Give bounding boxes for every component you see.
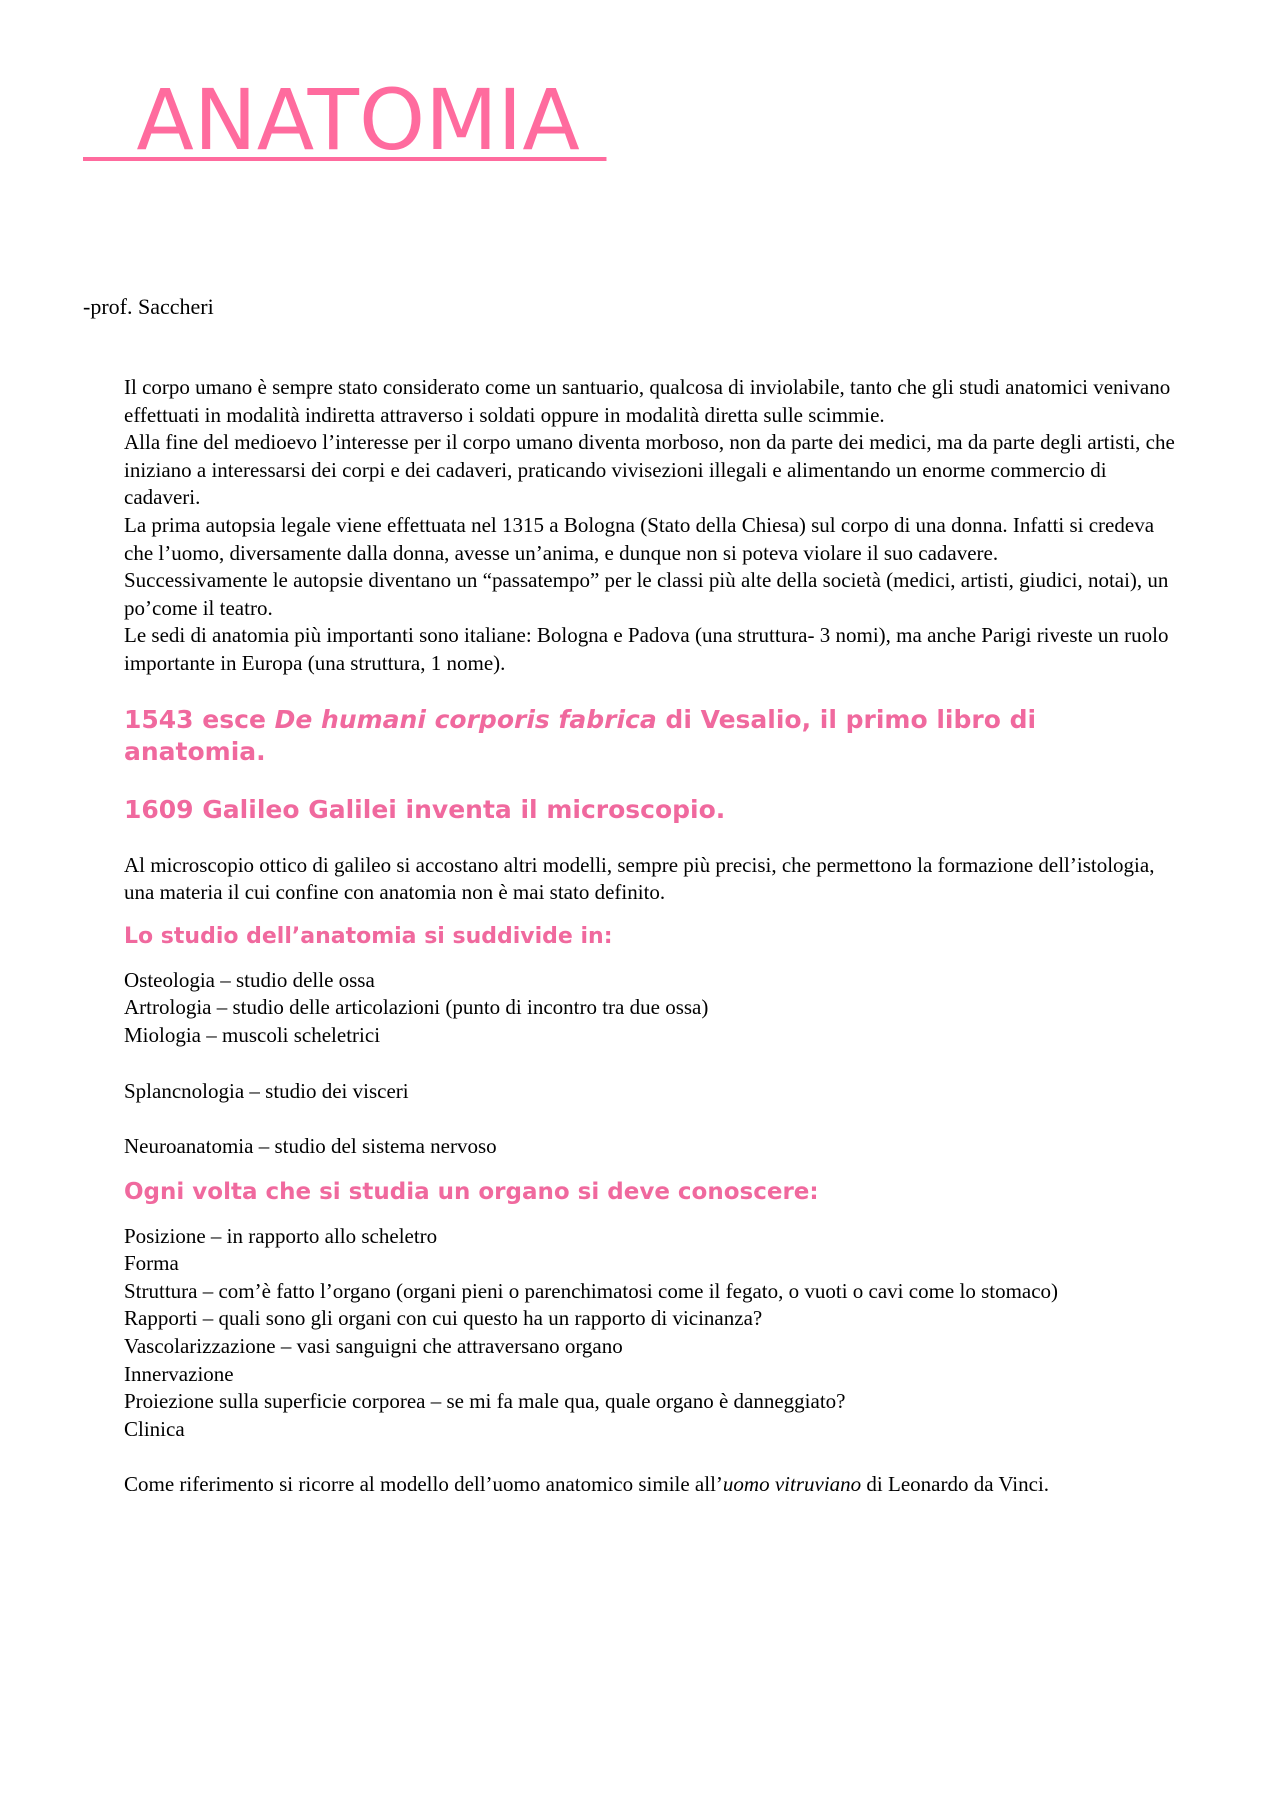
study-item: Splancnologia – studio dei visceri bbox=[124, 1078, 409, 1103]
intro-paragraph: Successivamente le autopsie diventano un “passatempo” per le classi più alte della società (medici, artisti, giudici, notai), un po’come il teatro. bbox=[124, 568, 1169, 620]
organ-item: Forma bbox=[124, 1251, 179, 1276]
study-item: Miologia – muscoli scheletrici bbox=[124, 1022, 381, 1047]
heading-study-divisions: Lo studio dell’anatomia si suddivide in: bbox=[124, 923, 613, 949]
author-line: -prof. Saccheri bbox=[83, 294, 214, 319]
organ-item: Proiezione sulla superficie corporea – se mi fa male qua, quale organo è danneggiato? bbox=[124, 1389, 846, 1414]
study-item: Neuroanatomia – studio del sistema nervoso bbox=[124, 1134, 497, 1159]
organ-item: Clinica bbox=[124, 1416, 185, 1441]
intro-paragraph: Il corpo umano è sempre stato considerato come un santuario, qualcosa di inviolabile, tanto che gli studi anatomici venivano effettuati in modalità indiretta attraverso i soldati oppure in modalità diretta sulle scimmie. bbox=[124, 375, 1171, 427]
organ-item: Rapporti – quali sono gli organi con cui questo ha un rapporto di vicinanza? bbox=[124, 1306, 763, 1331]
organ-item: Struttura – com’è fatto l’organo (organi pieni o parenchimatosi come il fegato, o vuoti o cavi come lo stomaco) bbox=[124, 1278, 1059, 1303]
heading-galileo: 1609 Galileo Galilei inventa il microscopio. bbox=[124, 794, 726, 824]
heading-vesalio: 1543 esce De humani corporis fabrica di Vesalio, il primo libro di anatomia. bbox=[124, 704, 1037, 766]
study-item: Artrologia – studio delle articolazioni (punto di incontro tra due ossa) bbox=[124, 995, 709, 1020]
vitruvian-reference: uomo vitruviano bbox=[722, 1472, 862, 1497]
organ-item: Innervazione bbox=[124, 1361, 234, 1386]
microscope-paragraph: Al microscopio ottico di galileo si accostano altri modelli, sempre più precisi, che permettono la formazione dell’istologia, una materia il cui confine con anatomia non è mai stato definito. bbox=[124, 852, 1155, 905]
document-title: ANATOMIA bbox=[83, 71, 607, 169]
intro-paragraph: La prima autopsia legale viene effettuata nel 1315 a Bologna (Stato della Chiesa) sul corpo di una donna. Infatti si credeva che l’uomo, diversamente dalla donna, avesse un’anima, e dunque non si poteva violare il suo cadavere. bbox=[124, 512, 1155, 565]
closing-paragraph: Come riferimento si ricorre al modello dell’uomo anatomico simile all’uomo vitruviano di Leonardo da Vinci. bbox=[124, 1472, 1050, 1497]
book-title: De humani corporis fabrica bbox=[274, 704, 657, 734]
intro-paragraph: Alla fine del medioevo l’interesse per il corpo umano diventa morboso, non da parte dei medici, ma da parte degli artisti, che iniziano a interessarsi dei corpi e dei cadaveri, praticando vivisezioni illegali e alimentando un enorme commercio di cadaveri. bbox=[124, 430, 1175, 510]
study-item: Osteologia – studio delle ossa bbox=[124, 967, 375, 992]
intro-paragraph: Le sedi di anatomia più importanti sono italiane: Bologna e Padova (una struttura- 3 nomi), ma anche Parigi riveste un ruolo importante in Europa (una struttura, 1 nome). bbox=[124, 623, 1169, 675]
organ-item: Posizione – in rapporto allo scheletro bbox=[124, 1223, 438, 1248]
organ-item: Vascolarizzazione – vasi sanguigni che attraversano organo bbox=[124, 1334, 623, 1359]
document-body bbox=[124, 374, 1176, 1499]
heading-organ-knowledge: Ogni volta che si studia un organo si deve conoscere: bbox=[124, 1178, 819, 1205]
